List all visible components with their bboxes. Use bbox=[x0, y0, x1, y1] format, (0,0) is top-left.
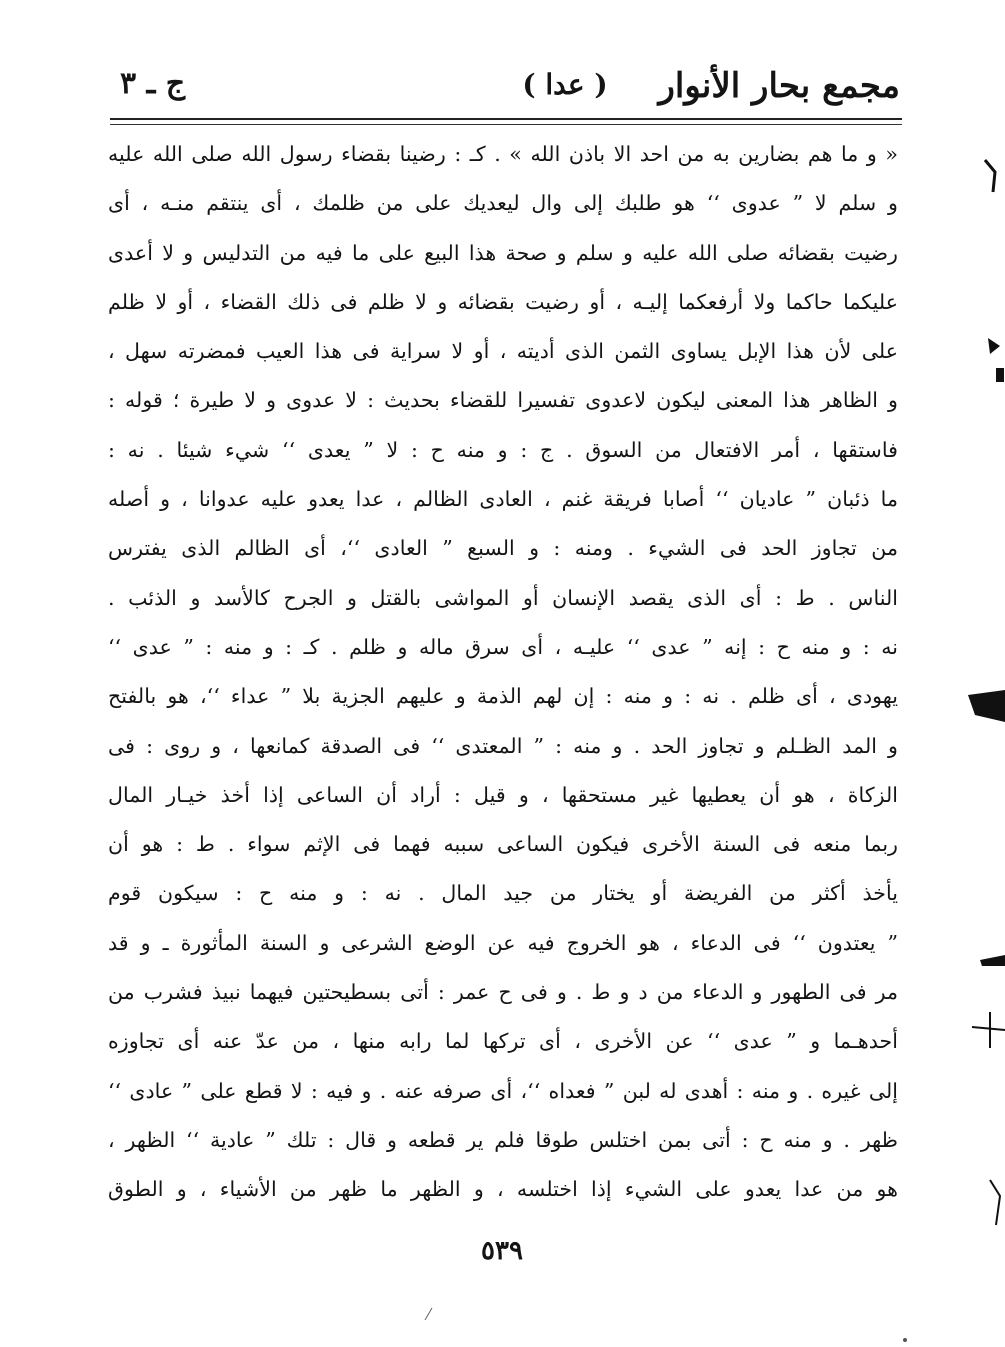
volume-number: ج ـ ٣ bbox=[120, 66, 186, 101]
text-line: نه : و منه ح : إنه ” عدى ‘‘ عليـه ، أى سرق ماله و ظلم . كـ : و منه : ” عدى ‘‘ bbox=[108, 634, 898, 659]
margin-mark bbox=[990, 1180, 1000, 1225]
text-line: فاستقها ، أمر الافتعال من السوق . ج : و منه ح : لا ” يعدى ‘‘ شيء شيئا . نه : bbox=[108, 437, 898, 462]
margin-mark bbox=[996, 368, 1004, 382]
text-line: هو من عدا يعدو على الشيء إذا اختلسه ، و الظهر ما ظهر من الأشياء ، و الطوق bbox=[108, 1177, 898, 1202]
text-line: يأخذ أكثر من الفريضة أو يختار من جيد المال . نه : و منه ح : سيكون قوم bbox=[108, 881, 898, 906]
text-line: إلى غيره . و منه : أهدى له لبن ” فعداه ‘‘، أى صرفه عنه . و فيه : لا قطع على ” عادى ‘‘ bbox=[108, 1078, 898, 1103]
text-line: ظهر . و منه ح : أتى بمن اختلس طوقا فلم ير قطعه و قال : تلك ” عادية ‘‘ الظهر ، bbox=[108, 1127, 898, 1152]
text-line: و سلم لا ” عدوى ‘‘ هو طلبك إلى وال ليعديك على من ظلمك ، أى ينتقم منـه ، أى bbox=[108, 191, 898, 216]
margin-mark bbox=[425, 1308, 432, 1320]
book-title: مجمع بحار الأنوار bbox=[658, 66, 900, 106]
text-line: رضيت بقضائه صلى الله عليه و سلم و صحة هذا البيع على ما فيه من التدليس و لا أعدى bbox=[108, 240, 898, 265]
header-rule-top bbox=[110, 118, 902, 120]
header-rule-bottom bbox=[110, 124, 902, 125]
margin-mark bbox=[988, 338, 1000, 354]
text-line: أحدهـما و ” عدى ‘‘ عن الأخرى ، أى تركها لما رابه منها ، من عدّ عنه أى تجاوزه bbox=[108, 1029, 898, 1054]
margin-mark bbox=[903, 1338, 907, 1342]
text-line: ” يعتدون ‘‘ فى الدعاء ، هو الخروج فيه عن الوضع الشرعى و السنة المأثورة ـ و قد bbox=[108, 930, 898, 955]
text-line: ربما منعه فى السنة الأخرى فيكون الساعى سببه فهما فى الإثم سواء . ط : هو أن bbox=[108, 832, 898, 857]
text-line: على لأن هذا الإبل يساوى الثمن الذى أديته ، أو لا سراية فى هذا العيب فمضرته سهل ، bbox=[108, 339, 898, 364]
text-line: مر فى الطهور و الدعاء من د و ط . و فى ح عمر : أتى بسطيحتين فيهما نبيذ فشرب من bbox=[108, 980, 898, 1005]
body-text bbox=[108, 130, 898, 1215]
text-line: من تجاوز الحد فى الشيء . ومنه : و السبع ” العادى ‘‘، أى الظالم الذى يفترس bbox=[108, 536, 898, 561]
text-line: الزكاة ، هو أن يعطيها غير مستحقها ، و قيل : أراد أن الساعى إذا أخذ خيـار المال bbox=[108, 782, 898, 807]
page-header bbox=[110, 58, 900, 112]
margin-mark bbox=[972, 1012, 1005, 1048]
text-line: يهودى ، أى ظلم . نه : و منه : إن لهم الذمة و عليهم الجزية بلا ” عداء ‘‘، هو بالفتح bbox=[108, 684, 898, 709]
text-line: عليكما حاكما ولا أرفعكما إليـه ، أو رضيت بقضائه و لا ظلم فى ذلك القضاء ، أو لا ظلم bbox=[108, 289, 898, 314]
margin-mark bbox=[980, 955, 1005, 966]
text-line: الناس . ط : أى الذى يقصد الإنسان أو المواشى بالقتل و الجرح كالأسد و الذئب . bbox=[108, 585, 898, 610]
margin-mark bbox=[968, 690, 1005, 722]
margin-mark bbox=[985, 160, 995, 192]
text-line: و الظاهر هذا المعنى ليكون لاعدوى تفسيرا للقضاء بحديث : لا عدوى و لا طيرة ؛ قوله : bbox=[108, 388, 898, 413]
text-line: « و ما هم بضارين به من احد الا باذن الله » . كـ : رضينا بقضاء رسول الله صلى الله عليه bbox=[108, 142, 898, 166]
page-number: ٥٣٩ bbox=[481, 1236, 523, 1266]
text-line: و المد الظـلم و تجاوز الحد . و منه : ” المعتدى ‘‘ فى الصدقة كمانعها ، و روى : فى bbox=[108, 733, 898, 758]
text-line: ما ذئبان ” عاديان ‘‘ أصابا فريقة غنم ، العادى الظالم ، عدا يعدو عليه عدوانا ، و أصله bbox=[108, 487, 898, 512]
entry-word: ( عدا ) bbox=[522, 68, 608, 101]
